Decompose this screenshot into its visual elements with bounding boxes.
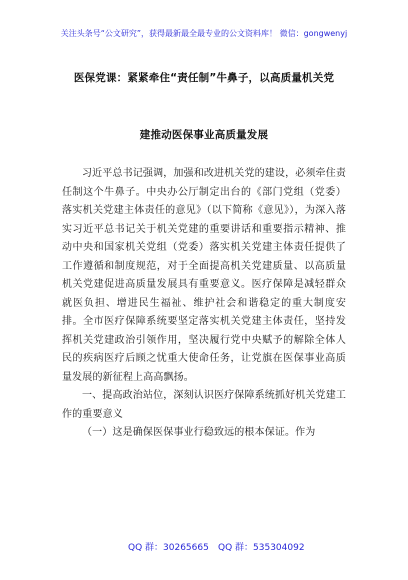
- paragraph-subsection: （一）这是确保医保事业行稳致远的根本保证。作为: [82, 427, 316, 438]
- document-title-line-1: 医保党课：紧紧牵住“责任制”牛鼻子，以高质量机关党: [73, 72, 335, 84]
- document-body: [62, 165, 346, 443]
- paragraph-intro: 习近平总书记强调，加强和改进机关党的建设，必须牵住责任制这个牛鼻子。中央办公厅制定出台的《部门党组（党委）落实机关党建主体责任的意见》（以下简称《意见》），为深入落实习近平总书记关于机关党建的重要讲话和重要指示精神、推动中央和国家机关党组（党委）落实机关党建主体责任提供了工作遵循和制度规范，对于全面提高机关党建质量、以高质量机关党建促进高质量发展具有重要意义。医疗保障是减轻群众就医负担、增进民生福祉、维护社会和谐稳定的重大制度安排。全市医疗保障系统要坚定落实机关党建主体责任，坚持发挥机关党建政治引领作用，坚决履行党中央赋予的解除全体人民的疾病医疗后顾之忧重大使命任务，让党旗在医保事业高质量发展的新征程上高高飘扬。: [62, 168, 346, 383]
- document-title-line-2: 建推动医保事业高质量发展: [139, 129, 269, 141]
- footer-qq-group-2: QQ 群：535304092: [218, 543, 305, 553]
- footer: [0, 540, 408, 554]
- footer-qq-group-1: QQ 群：30265665: [128, 543, 209, 553]
- header-note: 关注头条号“公文研究”，获得最新最全最专业的公文资料库！ 微信：gongwenyj: [60, 29, 348, 38]
- paragraph-section-heading: 一、提高政治站位，深刻认识医疗保障系统抓好机关党建工作的重要意义: [62, 390, 346, 420]
